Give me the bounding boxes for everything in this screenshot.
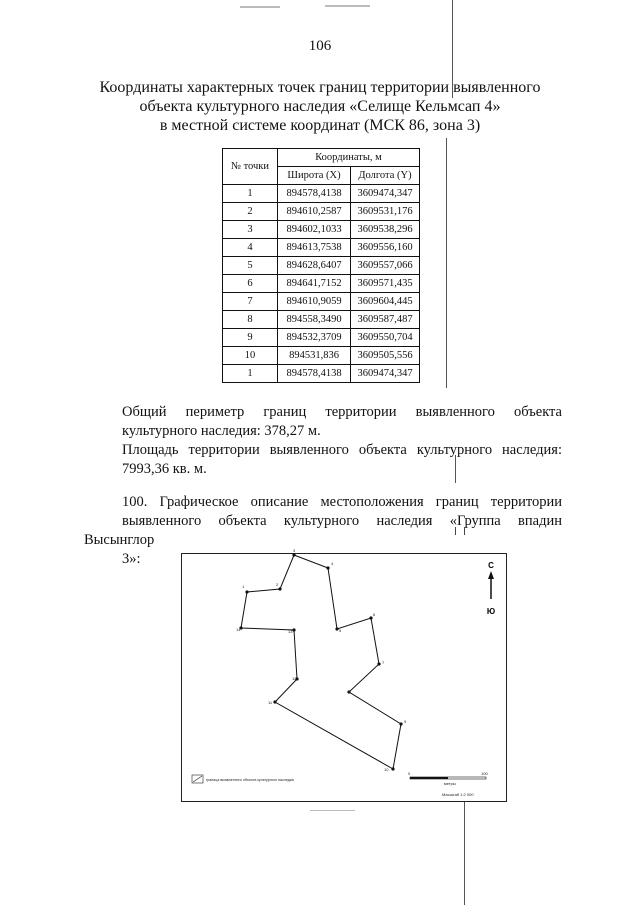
point-number-cell: 10 — [223, 347, 278, 365]
boundary-point-marker — [377, 662, 380, 665]
boundary-point-label: 1 — [242, 584, 245, 589]
boundary-point-marker — [292, 553, 295, 556]
page-number: 106 — [308, 38, 332, 54]
latitude-cell: 894578,4138 — [278, 185, 351, 203]
boundary-map — [181, 548, 507, 802]
boundary-point-label: 12 — [292, 676, 297, 681]
longitude-cell: 3609550,704 — [351, 329, 420, 347]
scale-label-zero: 0 — [408, 771, 411, 776]
table-row — [223, 185, 420, 203]
point-number-cell: 6 — [223, 275, 278, 293]
point-number-cell: 9 — [223, 329, 278, 347]
section-100-line-1: 100. Графическое описание местоположения границ территории — [122, 494, 562, 510]
scale-bar-fill — [410, 777, 448, 779]
scale-ratio: Масштаб 1:2 000 — [442, 792, 474, 797]
legend-text: граница выявленного объекта культурного наследия — [206, 778, 294, 782]
boundary-point-marker — [273, 700, 276, 703]
scan-artifact — [240, 6, 280, 8]
point-number-cell: 5 — [223, 257, 278, 275]
latitude-cell: 894628,6407 — [278, 257, 351, 275]
table-row — [223, 347, 420, 365]
boundary-point-label: 7 — [382, 660, 385, 665]
title-line-1: Координаты характерных точек границ территории выявленного — [99, 79, 541, 96]
coordinates-table — [222, 148, 420, 383]
legend-swatch-line — [193, 776, 202, 782]
point-number-cell: 1 — [223, 365, 278, 383]
table-row — [223, 329, 420, 347]
latitude-cell: 894613,7538 — [278, 239, 351, 257]
latitude-cell: 894558,3490 — [278, 311, 351, 329]
area-paragraph — [84, 441, 562, 479]
boundary-points — [236, 548, 407, 772]
longitude-cell: 3609505,556 — [351, 347, 420, 365]
boundary-point-marker — [278, 587, 281, 590]
section-100-line-3: 3»: — [122, 551, 141, 567]
scale-label-max: 100 — [481, 771, 488, 776]
perimeter-line-2: культурного наследия: 378,27 м. — [122, 423, 321, 439]
latitude-cell: 894641,7152 — [278, 275, 351, 293]
header-coordinates: Координаты, м — [278, 149, 420, 167]
boundary-point-label: 4 — [331, 561, 334, 566]
boundary-point-label: 6 — [373, 612, 376, 617]
table-row — [223, 365, 420, 383]
title-line-3: в местной системе координат (МСК 86, зона 3) — [159, 117, 481, 134]
boundary-point-label: 3 — [293, 548, 296, 553]
longitude-cell: 3609474,347 — [351, 185, 420, 203]
latitude-cell: 894610,2587 — [278, 203, 351, 221]
table-row — [223, 311, 420, 329]
boundary-point-marker — [391, 767, 394, 770]
table-row — [223, 275, 420, 293]
scale-bar — [408, 771, 488, 797]
table-row — [223, 203, 420, 221]
territory-boundary — [241, 555, 401, 769]
area-line-2: 7993,36 кв. м. — [122, 461, 207, 477]
latitude-cell: 894610,9059 — [278, 293, 351, 311]
map-drawing — [182, 548, 506, 801]
north-label: С — [488, 561, 494, 570]
scan-smudge — [455, 527, 465, 535]
longitude-cell: 3609474,347 — [351, 365, 420, 383]
boundary-point-label: 8 — [348, 689, 351, 694]
map-legend — [192, 775, 294, 783]
boundary-point-marker — [399, 722, 402, 725]
point-number-cell: 7 — [223, 293, 278, 311]
area-line-1: Площадь территории выявленного объекта культурного наследия: — [122, 442, 562, 458]
boundary-point-marker — [245, 590, 248, 593]
longitude-cell: 3609604,445 — [351, 293, 420, 311]
boundary-point-label: 5 — [339, 628, 342, 633]
point-number-cell: 4 — [223, 239, 278, 257]
boundary-point-label: 10 — [384, 767, 389, 772]
point-number-cell: 1 — [223, 185, 278, 203]
longitude-cell: 3609531,176 — [351, 203, 420, 221]
scan-vertical-line — [446, 138, 447, 388]
perimeter-line-1: Общий периметр границ территории выявленного объекта — [122, 404, 562, 420]
point-number-cell: 3 — [223, 221, 278, 239]
title-line-2: объекта культурного наследия «Селище Кельмсап 4» — [139, 98, 501, 115]
boundary-point-label: 9 — [404, 719, 407, 724]
scale-units: метры — [444, 781, 456, 786]
boundary-point-label: 2 — [276, 582, 279, 587]
perimeter-paragraph — [84, 403, 562, 441]
scan-artifact — [325, 5, 370, 7]
boundary-point-label: 14 — [236, 627, 241, 632]
longitude-cell: 3609571,435 — [351, 275, 420, 293]
scan-artifact — [310, 810, 355, 811]
boundary-point-label: 11 — [268, 700, 273, 705]
boundary-point-marker — [292, 628, 295, 631]
point-number-cell: 2 — [223, 203, 278, 221]
table-row — [223, 257, 420, 275]
longitude-cell: 3609538,296 — [351, 221, 420, 239]
section-100-line-2: выявленного объекта культурного наследия «Группа впадин Высынглор — [84, 513, 562, 548]
header-latitude: Широта (X) — [278, 167, 351, 185]
latitude-cell: 894578,4138 — [278, 365, 351, 383]
header-point-number: № точки — [223, 149, 278, 185]
boundary-point-label: 13 — [288, 629, 293, 634]
latitude-cell: 894532,3709 — [278, 329, 351, 347]
table-header-row — [223, 149, 420, 167]
header-longitude: Долгота (Y) — [351, 167, 420, 185]
south-label: Ю — [486, 607, 496, 616]
point-number-cell: 8 — [223, 311, 278, 329]
latitude-cell: 894531,836 — [278, 347, 351, 365]
table-row — [223, 293, 420, 311]
boundary-point-marker — [326, 566, 329, 569]
north-arrow — [487, 561, 495, 616]
latitude-cell: 894602,1033 — [278, 221, 351, 239]
longitude-cell: 3609556,160 — [351, 239, 420, 257]
table-row — [223, 239, 420, 257]
longitude-cell: 3609587,487 — [351, 311, 420, 329]
table-row — [223, 221, 420, 239]
coordinates-body — [223, 185, 420, 383]
north-arrow-head — [488, 571, 494, 579]
longitude-cell: 3609557,066 — [351, 257, 420, 275]
